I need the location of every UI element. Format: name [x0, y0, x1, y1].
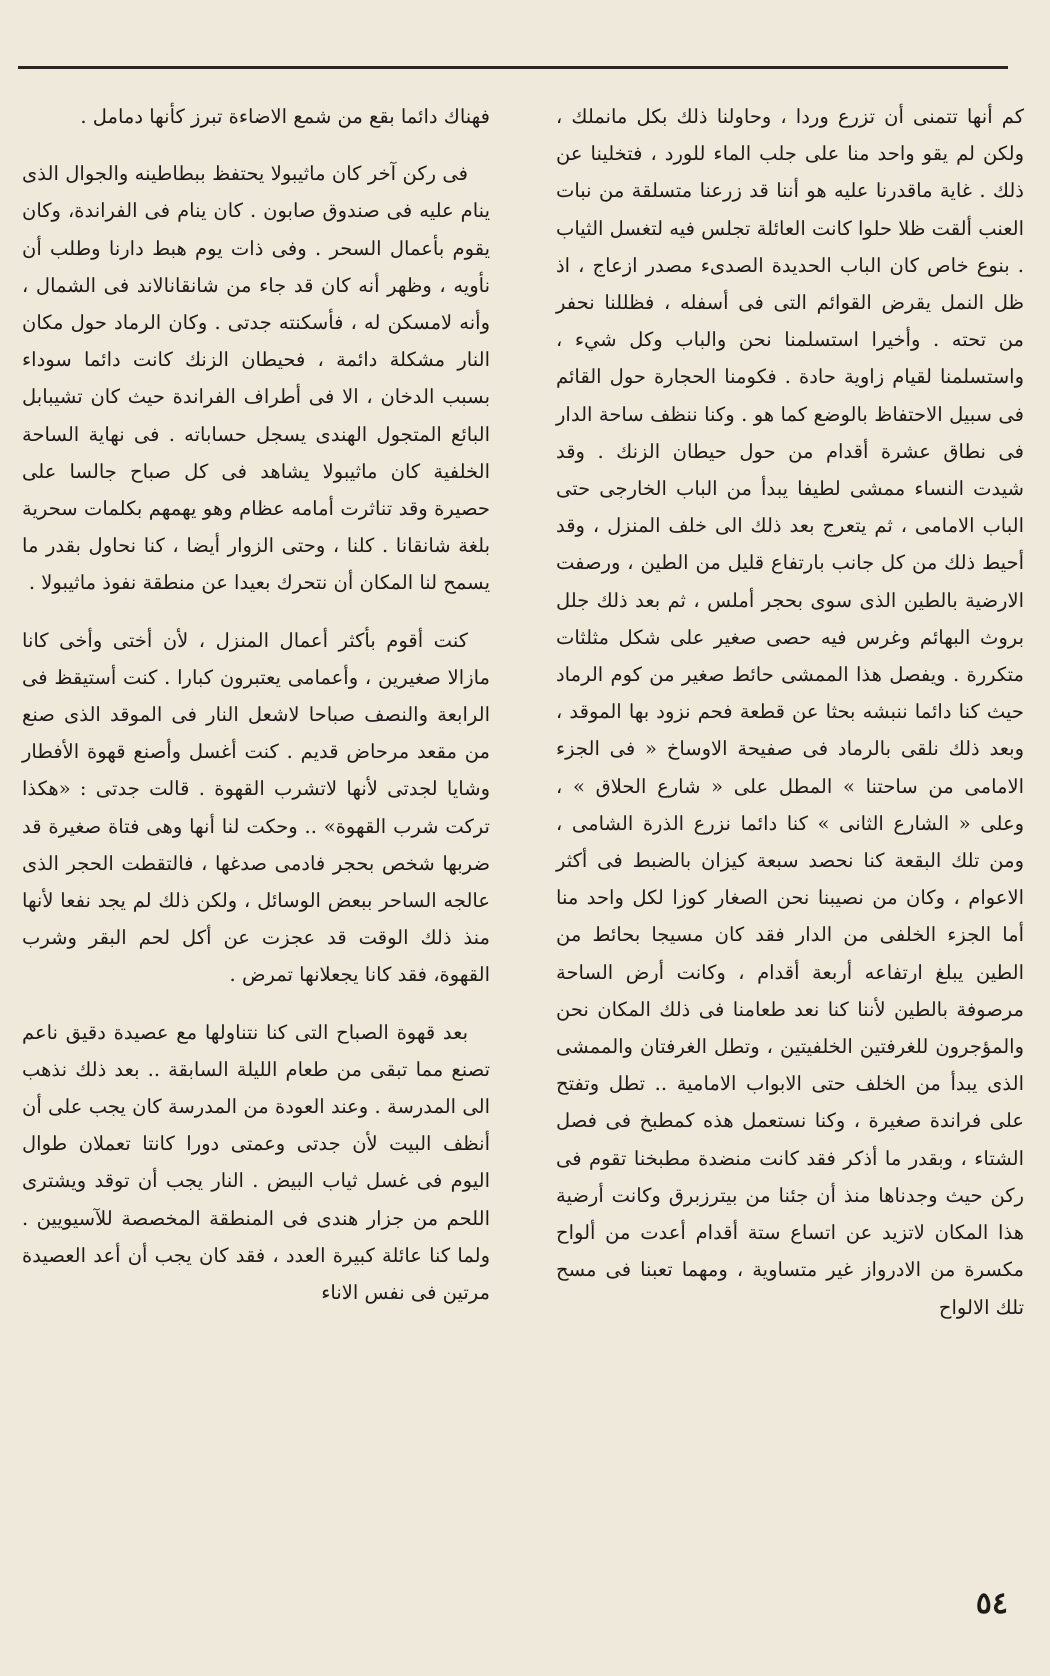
paragraph: بعد قهوة الصباح التى كنا نتناولها مع عصيدة دقيق ناعم تصنع مما تبقى من طعام الليلة السابقة .. بعد ذلك نذهب الى المدرسة . وعند العودة من المدرسة كان يجب على أن أنظف البيت لأن جدتى وعمتى دورا كانتا تعملان طوال اليوم فى غسل ثياب البيض . النار يجب أن توقد ويشترى اللحم من جزار هندى فى المنطقة المخصصة للآسيويين . ولما كنا عائلة كبيرة العدد ، فقد كان يجب أن أعد العصيدة مرتين فى نفس الاناء: [22, 1020, 490, 1305]
right-column: [556, 98, 1024, 1346]
paragraph: كنت أقوم بأكثر أعمال المنزل ، لأن أختى وأخى كانا مازالا صغيرين ، وأعمامى يعتبرون كبارا . كنت أستيقظ فى الرابعة والنصف صباحا لاشعل النار فى الموقد الذى صنع من مقعد مرحاض قديم . كنت أغسل وأصنع قهوة الأفطار وشايا لجدتى لأنها لاتشرب القهوة . قالت جدتى : «هكذا تركت شرب القهوة» .. وحكت لنا أنها وهى فتاة صغيرة قد ضربها شخص بحجر فادمى صدغها ، فالتقطت الحجر الذى عالجه الساحر ببعض الوسائل ، ولكن ذلك لم يجد نفعا لأنها منذ ذلك الوقت قد عجزت عن أكل لحم البقر وشرب القهوة، فقد كانا يجعلانها تمرض .: [22, 628, 490, 987]
paragraph: فهناك دائما بقع من شمع الاضاءة تبرز كأنها دمامل .: [80, 105, 490, 128]
page-number: ٥٤: [975, 1586, 1008, 1621]
paragraph: كم أنها تتمنى أن تزرع وردا ، وحاولنا ذلك بكل مانملك ، ولكن لم يقو واحد منا على جلب الماء للورد ، فتخلينا عن ذلك . غاية ماقدرنا عليه هو أننا قد زرعنا متسلقة من نبات العنب ألقت ظلا حلوا كانت العائلة تجلس فيه لتغسل الثياب . بنوع خاص كان الباب الحديدة الصدىء مصدر ازعاج ، اذ ظل النمل يقرض القوائم التى فى أسفله ، فظللنا نحفر من تحته . وأخيرا استسلمنا نحن والباب وكل شيء ، واستسلمنا لقيام زاوية حادة . فكومنا الحجارة حول القائم فى سبيل الاحتفاظ بالوضع كما هو . وكنا ننظف ساحة الدار فى نطاق عشرة أقدام من حول حيطان الزنك . وقد شيدت النساء ممشى لطيفا يبدأ من الباب الخارجى حتى الباب الامامى ، ثم يتعرج بعد ذلك الى خلف المنزل ، وقد أحيط ذلك من كل جانب بارتفاع قليل من الطين ، ورصفت الارضية بالطين الذى سوى بحجر أملس ، ثم بعد ذلك جلل بروث البهائم وغرس فيه حصى صغير على شكل مثلثات متكررة . ويفصل هذا الممشى حائط صغير من كوم الرماد حيث كنا دائما ننبشه بحثا عن قطعة فحم نزود بها الموقد ، وبعد ذلك نلقى بالرماد فى صفيحة الاوساخ « فى الجزء الامامى من ساحتنا » المطل على « شارع الحلاق » ، وعلى « الشارع الثانى » كنا دائما نزرع الذرة الشامى ، ومن تلك البقعة كنا نحصد سبعة كيزان بالضبط فى أكثر الاعوام ، وكان من نصيبنا نحن الصغار كوزا لكل واحد منا أما الجزء الخلفى من الدار فقد كان مسيجا بحائط من الطين يبلغ ارتفاعه أربعة أقدام ، وكانت أرض الساحة مرصوفة بالطين لأننا كنا نعد طعامنا فى ذلك المكان نحن والمؤجرون للغرفتين الخلفيتين ، وتطل الغرفتان والممشى الذى يبدأ من الخلف حتى الابواب الامامية .. تطل وتفتح على فراندة صغيرة ، وكنا نستعمل هذه كمطبخ فى فصل الشتاء ، وبقدر ما أذكر فقد كانت منضدة مطبخنا تقوم فى ركن حيث وجدناها منذ أن جئنا من بيترزبرق وكانت أرضية هذا المكان لاتزيد عن اتساع ستة أقدام أعدت من ألواح مكسرة من الادرواز غير متساوية ، ومهما تعبنا فى مسح تلك الالواح: [556, 105, 1024, 1319]
left-column: [22, 98, 490, 1331]
paragraph: فى ركن آخر كان ماثيبولا يحتفظ ببطاطينه والجوال الذى ينام عليه فى صندوق صابون . كان ينام فى الفراندة، وكان يقوم بأعمال السحر . وفى ذات يوم هبط دارنا وطلب أن نأويه ، وظهر أنه كان قد جاء من شانقانالاند فى الشمال ، وأنه لامسكن له ، فأسكنته جدتى . وكان الرماد حول مكان النار مشكلة دائمة ، فحيطان الزنك كانت دائما سوداء بسبب الدخان ، الا فى أطراف الفراندة حيث كان تشيبابل البائع المتجول الهندى يسجل حساباته . فى نهاية الساحة الخلفية كان ماثيبولا يشاهد فى كل صباح جالسا على حصيرة وقد تناثرت أمامه عظام وهو يهمهم بكلمات سحرية بلغة شانقانا . كلنا ، وحتى الزوار أيضا ، كنا نحاول بقدر ما يسمح لنا المكان أن نتحرك بعيدا عن منطقة نفوذ ماثيبولا .: [22, 162, 490, 595]
top-rule: [18, 66, 1008, 69]
